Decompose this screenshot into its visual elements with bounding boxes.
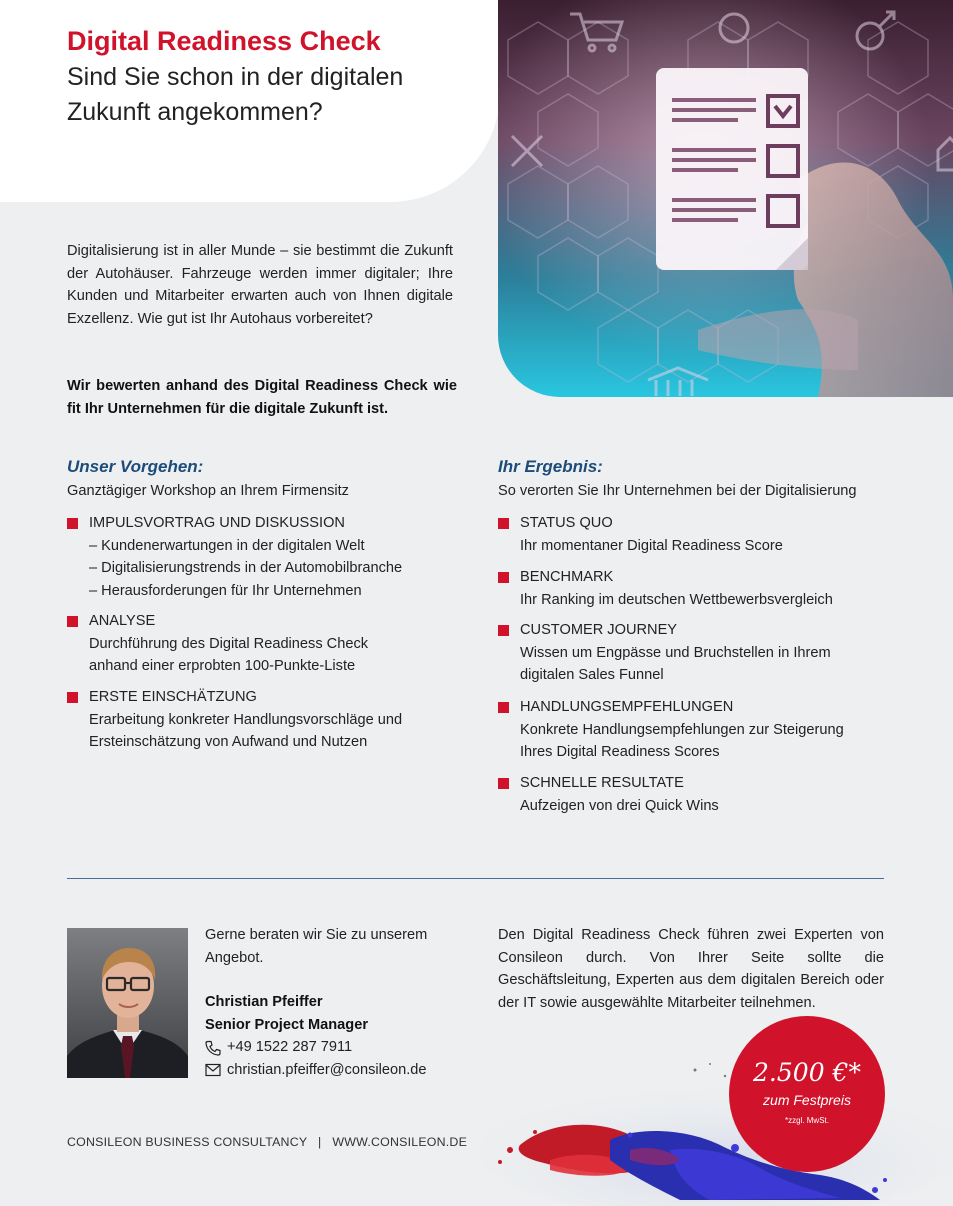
list-item-sub: Ihres Digital Readiness Scores: [520, 744, 720, 761]
contact-phone-row[interactable]: [205, 1036, 465, 1059]
list-item-sub: Ersteinschätzung von Aufwand und Nutzen: [89, 734, 368, 751]
email-icon: [205, 1063, 221, 1077]
vorgehen-subtitle: Ganztägiger Workshop an Ihrem Firmensitz: [67, 483, 349, 499]
contact-block: [205, 924, 465, 1082]
list-item-sub: – Herausforderungen für Ihr Unternehmen: [89, 582, 362, 599]
list-item: [520, 696, 920, 764]
list-item-head: BENCHMARK: [520, 569, 614, 585]
page-subtitle: [67, 60, 487, 130]
contact-email: christian.pfeiffer@consileon.de: [227, 1061, 427, 1078]
bullet-square: [498, 572, 509, 583]
list-item-sub: Wissen um Engpässe und Bruchstellen in Ihrem: [520, 644, 831, 661]
bullet-square: [67, 518, 78, 529]
price-badge: [729, 1016, 885, 1172]
section-divider: [67, 878, 884, 879]
list-item: [520, 566, 920, 611]
list-item-sub: Durchführung des Digital Readiness Check: [89, 635, 369, 652]
page-title: Digital Readiness Check: [67, 26, 381, 56]
list-item-head: ERSTE EINSCHÄTZUNG: [89, 689, 257, 705]
list-item-sub: digitalen Sales Funnel: [520, 667, 664, 684]
list-item-sub: – Digitalisierungstrends in der Automobilbranche: [89, 560, 403, 577]
list-item: [520, 772, 920, 817]
ergebnis-title: Ihr Ergebnis:: [498, 457, 603, 476]
list-item-sub: Konkrete Handlungsempfehlungen zur Steigerung: [520, 721, 844, 738]
list-item: [89, 686, 469, 754]
list-item-sub: – Kundenerwartungen in der digitalen Welt: [89, 537, 365, 554]
contact-role: Senior Project Manager: [205, 1016, 369, 1033]
list-item: [520, 512, 920, 557]
list-item-head: IMPULSVORTRAG UND DISKUSSION: [89, 515, 345, 531]
bullet-square: [498, 778, 509, 789]
bullet-square: [498, 625, 509, 636]
vorgehen-title: Unser Vorgehen:: [67, 457, 204, 476]
list-item-sub: Aufzeigen von drei Quick Wins: [520, 797, 719, 814]
contact-portrait: [67, 928, 188, 1078]
list-item-head: SCHNELLE RESULTATE: [520, 775, 684, 791]
list-item: [520, 619, 920, 687]
list-item-head: CUSTOMER JOURNEY: [520, 622, 678, 638]
price-label: zum Festpreis: [763, 1092, 851, 1108]
hero-image: [498, 0, 953, 397]
list-item-sub: anhand einer erprobten 100-Punkte-Liste: [89, 658, 356, 675]
intro-paragraph: Digitalisierung ist in aller Munde – sie bestimmt die Zukunft der Autohäuser. Fahrzeuge werden immer digitaler; Ihre Kunden und Mitarbeiter erwarten auch von Ihnen digitale Exzellenz. Wie gut ist Ihr Autohaus vorbereitet?: [67, 243, 453, 327]
price-amount: 2.500 €*: [753, 1058, 861, 1087]
intro-statement: Wir bewerten anhand des Digital Readiness Check wie fit Ihr Unternehmen für die digitale Zukunft ist.: [67, 378, 457, 417]
contact-phone: +49 1522 287 7911: [227, 1039, 353, 1056]
bullet-square: [67, 616, 78, 627]
list-item-sub: Ihr momentaner Digital Readiness Score: [520, 537, 783, 554]
experts-paragraph: Den Digital Readiness Check führen zwei Experten von Consileon durch. Von Ihrer Seite sollte die Geschäftsleitung, Experten aus dem digitalen Bereich oder der IT sowie ausgewählte Mitarbeiter teilnehmen.: [498, 927, 884, 1011]
list-item-sub: Erarbeitung konkreter Handlungsvorschläge und: [89, 711, 403, 728]
contact-name: Christian Pfeiffer: [205, 994, 323, 1011]
subtitle-line-2: Zukunft angekommen?: [67, 98, 323, 126]
bullet-square: [498, 702, 509, 713]
ergebnis-subtitle: So verorten Sie Ihr Unternehmen bei der Digitalisierung: [498, 483, 857, 499]
list-item-head: HANDLUNGSEMPFEHLUNGEN: [520, 699, 734, 715]
contact-intro-line-2: Angebot.: [205, 949, 264, 966]
list-item-head: STATUS QUO: [520, 515, 613, 531]
contact-email-row[interactable]: [205, 1059, 465, 1082]
contact-intro-line-1: Gerne beraten wir Sie zu unserem: [205, 927, 428, 943]
price-note: *zzgl. MwSt.: [784, 1116, 829, 1125]
list-item-sub: Ihr Ranking im deutschen Wettbewerbsvergleich: [520, 591, 833, 608]
subtitle-line-1: Sind Sie schon in der digitalen: [67, 63, 404, 91]
list-item: [89, 610, 469, 678]
phone-icon: [205, 1040, 221, 1056]
bullet-square: [498, 518, 509, 529]
footer-company: CONSILEON BUSINESS CONSULTANCY | WWW.CONSILEON.DE: [67, 1135, 468, 1149]
list-item: [89, 512, 469, 602]
list-item-head: ANALYSE: [89, 613, 156, 629]
bullet-square: [67, 692, 78, 703]
